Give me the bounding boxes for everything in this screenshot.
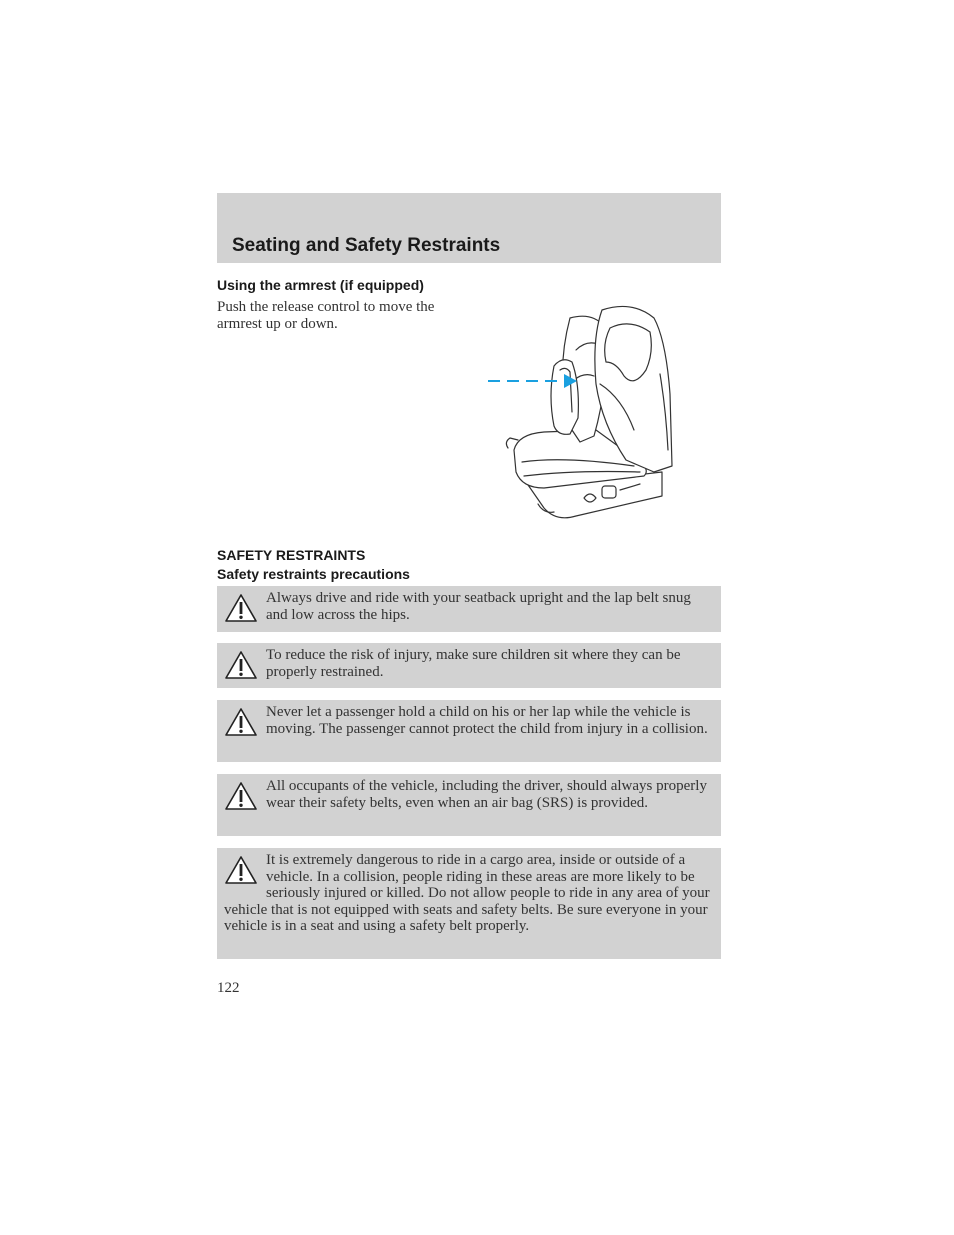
warning-box-4 (217, 774, 721, 836)
chapter-header (217, 193, 721, 263)
chapter-title: Seating and Safety Restraints (232, 235, 501, 256)
warning-triangle-icon (224, 854, 258, 886)
warning-triangle-icon (224, 780, 258, 812)
warning-text-1: Always drive and ride with your seatback upright and the lap belt snug and low across the hips. (266, 590, 691, 623)
page-number: 122 (217, 980, 240, 996)
safety-restraints-heading: SAFETY RESTRAINTS (217, 547, 366, 563)
warning-text-3: Never let a passenger hold a child on his or her lap while the vehicle is moving. The passenger cannot protect the child from injury in a collision. (266, 704, 708, 737)
seat-armrest-illustration (484, 300, 676, 528)
warning-box-2 (217, 643, 721, 688)
warning-box-1 (217, 586, 721, 632)
armrest-instructions: Push the release control to move the armrest up or down. (217, 299, 435, 332)
warning-triangle-icon (224, 649, 258, 681)
warning-text-2: To reduce the risk of injury, make sure children sit where they can be properly restrained. (266, 647, 681, 680)
warning-box-3 (217, 700, 721, 762)
warning-triangle-icon (224, 706, 258, 738)
warning-text-4: All occupants of the vehicle, including the driver, should always properly wear their safety belts, even when an air bag (SRS) is provided. (266, 778, 707, 811)
warning-text-5: It is extremely dangerous to ride in a cargo area, inside or outside of a vehicle. In a collision, people riding in these areas are more likely to be seriously injured or killed. Do not allow people to ride in any area of your vehicle that is not equipped with seats and safety belts. Be sure everyone in your vehicle is in a seat and using a safety belt properly. (224, 852, 710, 934)
warning-triangle-icon (224, 592, 258, 624)
precautions-subheading: Safety restraints precautions (217, 566, 410, 582)
armrest-heading: Using the armrest (if equipped) (217, 277, 424, 293)
warning-box-5 (217, 848, 721, 959)
